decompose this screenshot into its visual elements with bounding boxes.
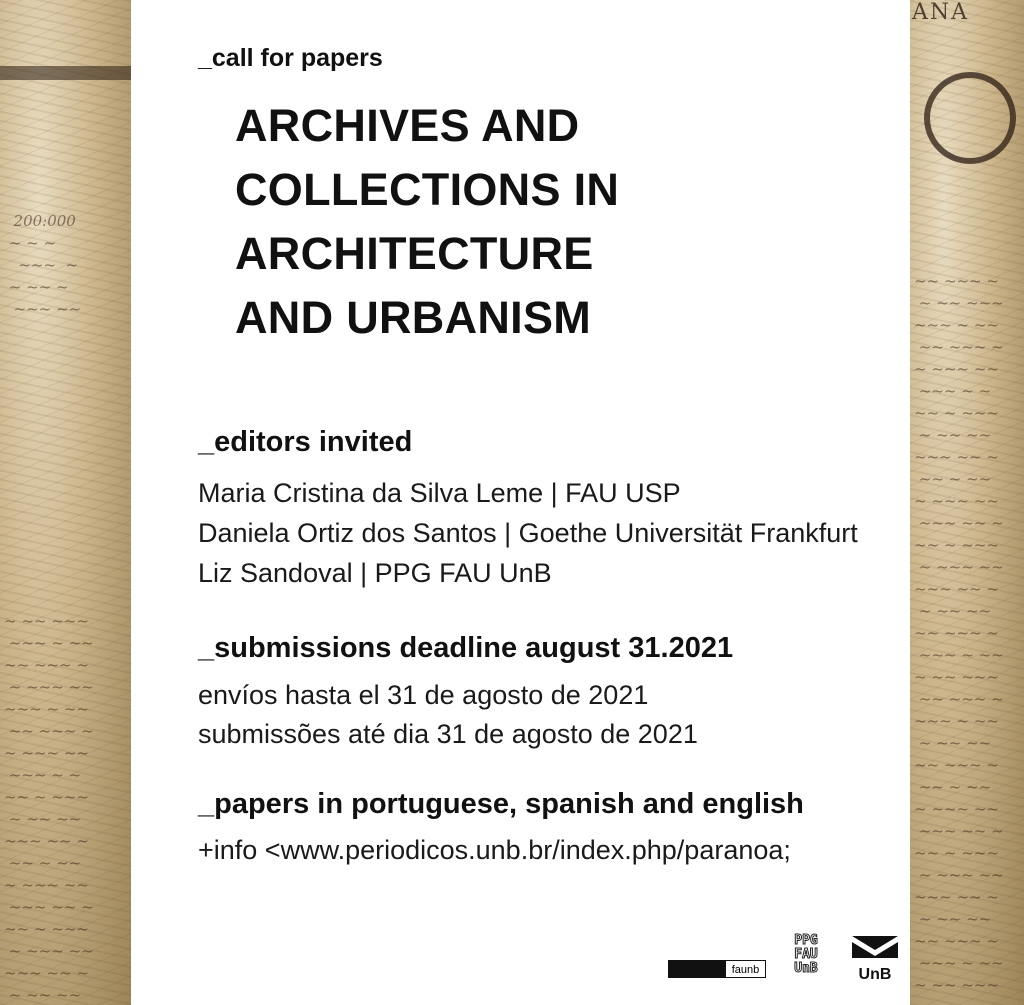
unb-logo — [850, 936, 900, 984]
partner-logos — [668, 930, 908, 985]
deadline-heading: _submissions deadline august 31.2021 — [198, 632, 734, 664]
title-line: ARCHITECTURE — [235, 228, 594, 279]
call-for-papers-label: _call for papers — [198, 44, 383, 72]
right-archive-image — [910, 0, 1024, 1005]
unb-logo-text: UnB — [858, 966, 892, 983]
deadline-line: submissões até dia 31 de agosto de 2021 — [198, 719, 698, 749]
handwriting-texture: ~~ ~~~ ~ ~ ~~ ~~~ ~~~ ~ ~~ ~~ ~~~ ~ ~ ~~~ ~~ ~~~ ~ ~ ~~ ~ ~~~ ~ ~~ ~~ ~~~ ~~ ~ ~~ ~ ~~ ~ ~~~ ~~ ~~~ ~~ ~ ~~ ~ ~~~ ~ ~~~ ~~ ~~~ ~~ ~ ~ ~~ ~~ ~~ ~~~ ~ ~~~ ~ ~~ ~ ~~ ~~~ ~~ ~~~ ~ ~~~ ~ ~~ ~ ~~ ~~ ~~ ~~~ ~ ~~ ~ ~~ ~ ~~~ ~~ ~~~ ~~ ~ ~~ ~ ~~~ ~ ~~~ ~~ ~~~ ~~ ~ ~ ~~ ~~ ~~ ~~~ ~ ~~~ ~ ~~ ~ ~~ ~~~ — [914, 272, 1004, 994]
title-line: COLLECTIONS IN — [235, 164, 620, 215]
info-link[interactable]: +info <www.periodicos.unb.br/index.php/paranoa; — [198, 835, 791, 865]
editor-line: Daniela Ortiz dos Santos | Goethe Universität Frankfurt — [198, 518, 858, 548]
poster-panel — [131, 0, 910, 1005]
faunb-logo-bar — [668, 960, 726, 978]
title-line: ARCHIVES AND — [235, 100, 580, 151]
handwriting-texture: ~ ~~ ~~~ ~~~ ~ ~~ ~~ ~~~ ~ ~ ~~~ ~~ ~~~ ~ ~~ ~~ ~~~ ~ ~ ~~~ ~~ ~~~ ~ ~ ~~ ~ ~~~ ~ ~~ ~~ ~~~ ~~ ~ ~~ ~ ~~ ~ ~~~ ~~ ~~~ ~~ ~ ~~ ~ ~~~ ~ ~~~ ~~ ~~~ ~~ ~ ~ ~~ ~~ — [4, 612, 94, 1004]
editor-line: Liz Sandoval | PPG FAU UnB — [198, 558, 552, 588]
languages-heading: _papers in portuguese, spanish and english — [198, 788, 804, 820]
poster-title — [235, 94, 619, 350]
ppg-fau-unb-logo: PPG FAU UnB — [794, 933, 818, 976]
editor-line: Maria Cristina da Silva Leme | FAU USP — [198, 478, 681, 508]
deadline-line: envíos hasta el 31 de agosto de 2021 — [198, 680, 649, 710]
paper-edge — [0, 66, 131, 80]
editors-heading: _editors invited — [198, 426, 413, 458]
title-line: AND URBANISM — [235, 292, 592, 343]
seal-icon — [924, 72, 1016, 164]
unb-emblem-icon — [852, 936, 898, 958]
background-letters: ANA — [912, 0, 970, 25]
handwriting-texture: 200:000 ~ ~ ~ ~~~ ~ ~ ~~ ~ ~~~ ~~ — [8, 212, 82, 318]
left-archive-image — [0, 0, 131, 1005]
faunb-logo-text: faunb — [726, 960, 766, 978]
